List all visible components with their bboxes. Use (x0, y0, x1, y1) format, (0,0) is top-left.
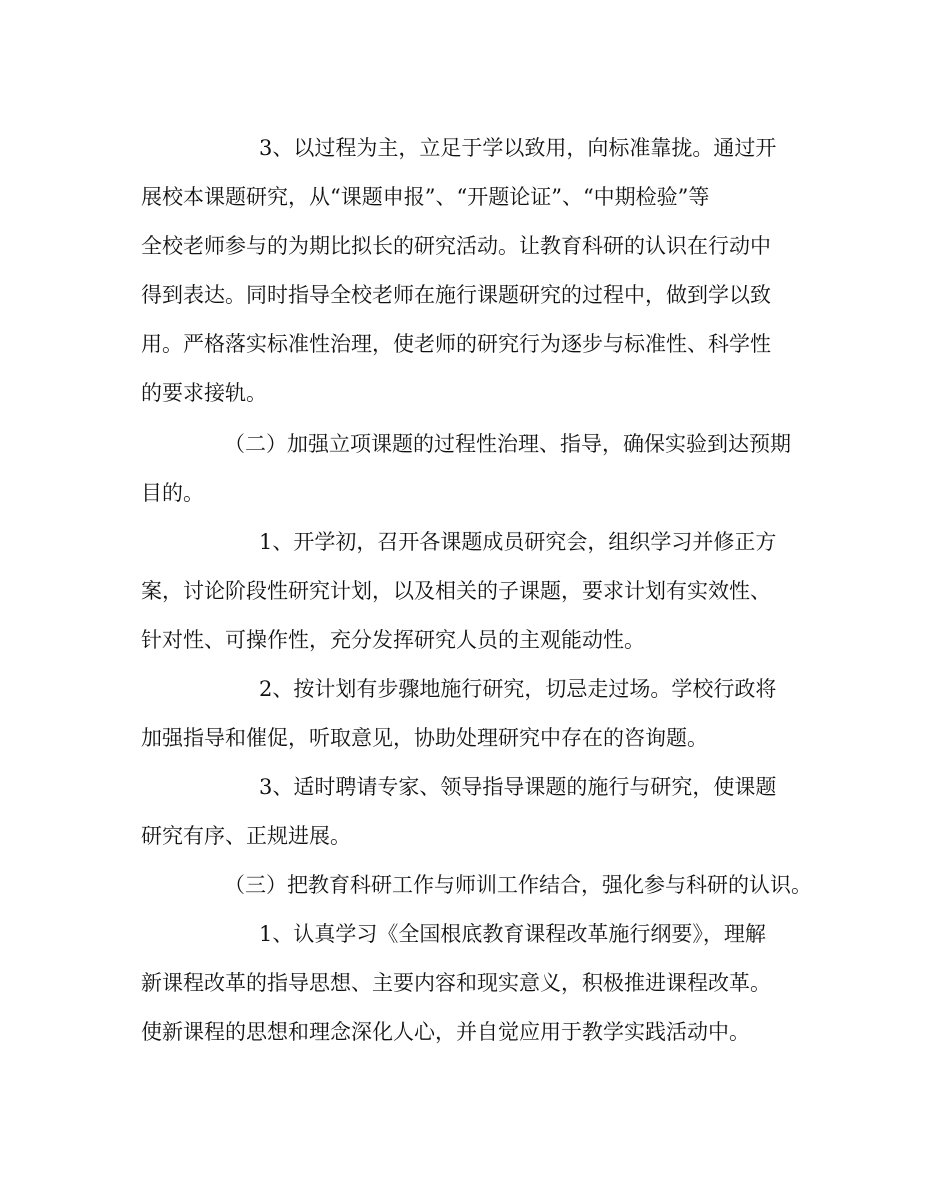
paragraph-line: 目的。 (141, 481, 204, 505)
paragraph-line: 得到表达。同时指导全校老师在施行课题研究的过程中，做到学以致 (141, 283, 771, 307)
paragraph-line: 针对性、可操作性，充分发挥研究人员的主观能动性。 (141, 628, 645, 652)
paragraph-line: 3、以过程为主，立足于学以致用，向标准靠拢。通过开 (259, 136, 777, 160)
paragraph-line: 全校老师参与的为期比拟长的研究活动。让教育科研的认识在行动中 (141, 234, 771, 258)
paragraph-line: 3、适时聘请专家、领导指导课题的施行与研究，使课题 (259, 775, 777, 799)
paragraph-line: 的要求接轨。 (141, 381, 267, 405)
paragraph-line: 1、开学初，召开各课题成员研究会，组织学习并修正方 (259, 530, 777, 554)
paragraph-line: 案，讨论阶段性研究计划，以及相关的子课题，要求计划有实效性、 (141, 579, 771, 603)
paragraph-line: 研究有序、正规进展。 (141, 824, 351, 848)
paragraph-line: 用。严格落实标准性治理，使老师的研究行为逐步与标准性、科学性 (141, 332, 771, 356)
section-heading: （二）加强立项课题的过程性治理、指导，确保实验到达预期 (224, 432, 791, 456)
paragraph-line: 使新课程的思想和理念深化人心，并自觉应用于教学实践活动中。 (141, 1020, 750, 1044)
paragraph-line: 2、按计划有步骤地施行研究，切忌走过场。学校行政将 (259, 677, 777, 701)
paragraph-line: 加强指导和催促，听取意见，协助处理研究中存在的咨询题。 (141, 726, 708, 750)
paragraph-line: 1、认真学习《全国根底教育课程改革施行纲要》，理解 (259, 922, 766, 946)
paragraph-line: 新课程改革的指导思想、主要内容和现实意义，积极推进课程改革。 (141, 971, 771, 995)
section-heading: （三）把教育科研工作与师训工作结合，强化参与科研的认识。 (224, 873, 812, 897)
paragraph-line: 展校本课题研究，从“课题申报”、“开题论证”、“中期检验”等 (141, 185, 710, 209)
